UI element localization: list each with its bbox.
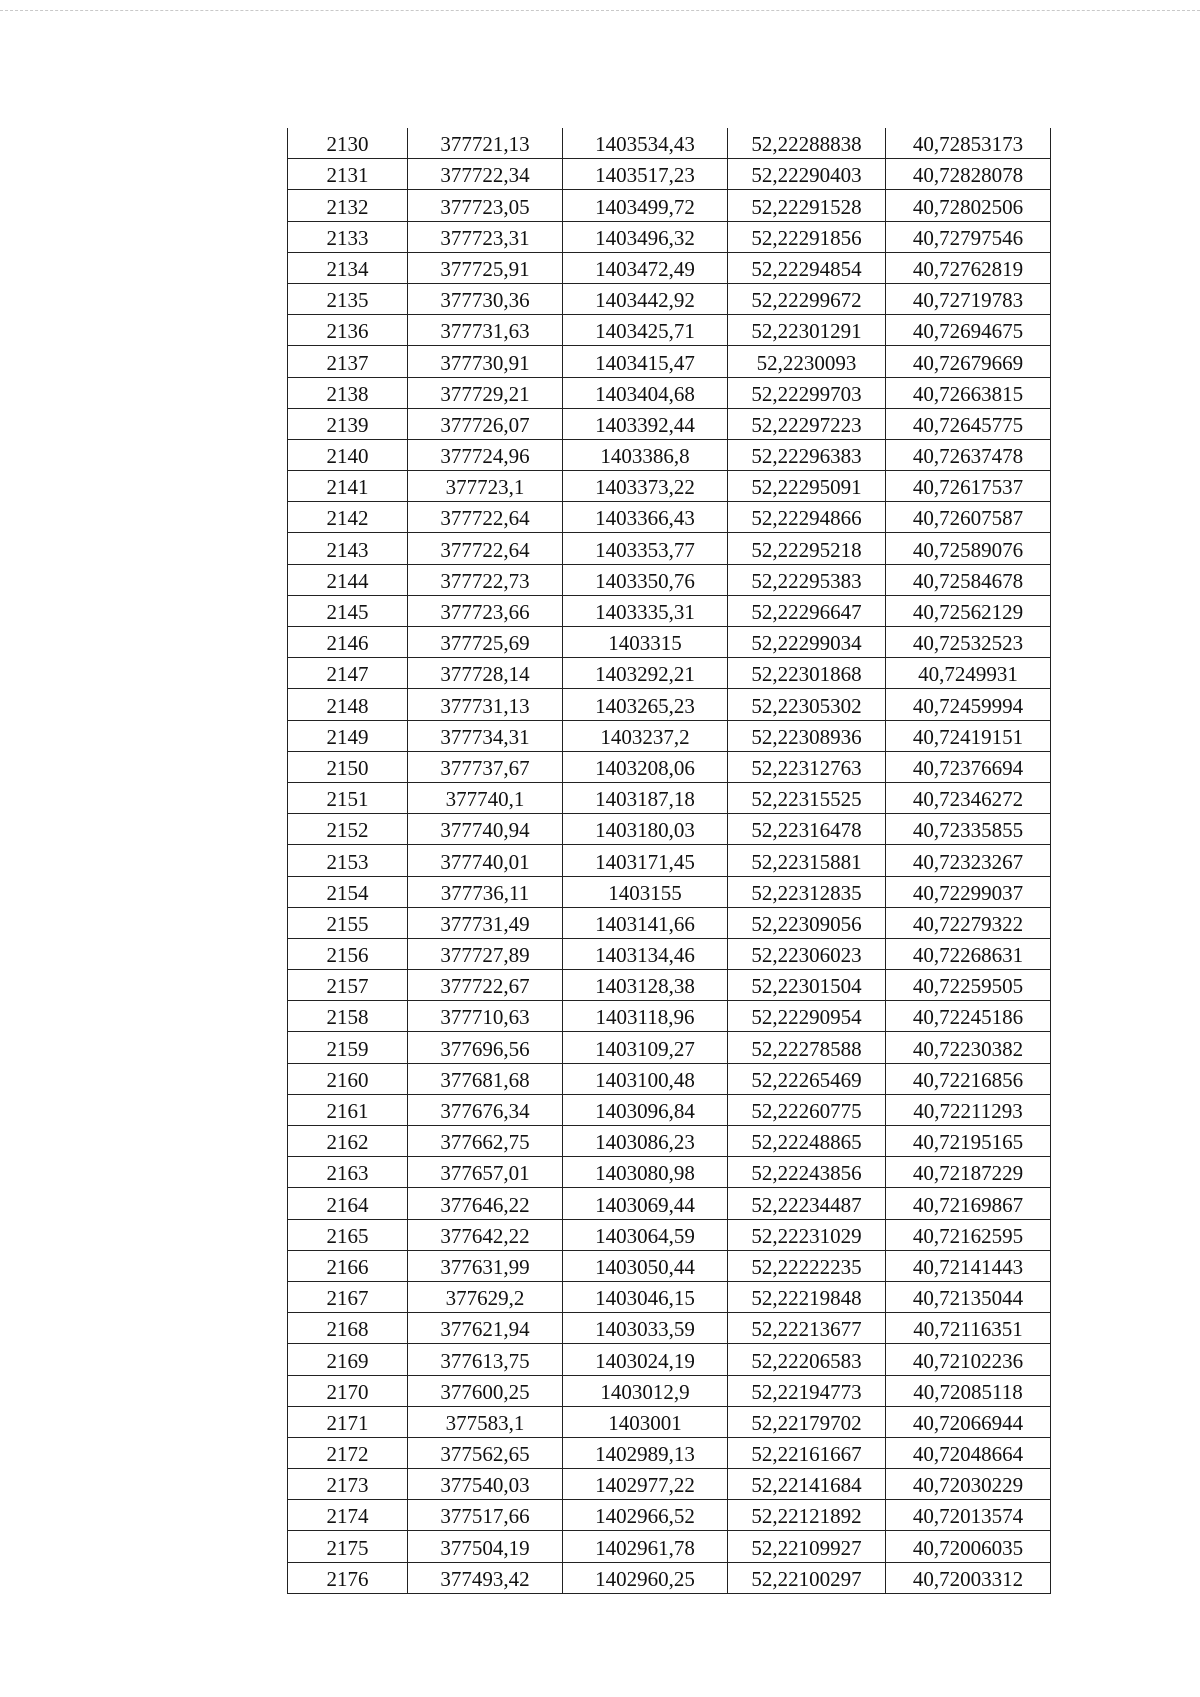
longitude-cell: 40,72030229 [886, 1469, 1051, 1500]
longitude-cell: 40,72607587 [886, 502, 1051, 533]
longitude-cell: 40,72169867 [886, 1188, 1051, 1219]
point-number-cell: 2151 [288, 782, 408, 813]
longitude-cell: 40,72828078 [886, 159, 1051, 190]
table-row [288, 1500, 1051, 1531]
y-coordinate-cell: 1403366,43 [563, 502, 728, 533]
y-coordinate-cell: 1403404,68 [563, 377, 728, 408]
point-number-cell: 2165 [288, 1219, 408, 1250]
x-coordinate-cell: 377600,25 [408, 1375, 563, 1406]
y-coordinate-cell: 1403100,48 [563, 1063, 728, 1094]
table-row [288, 814, 1051, 845]
y-coordinate-cell: 1403517,23 [563, 159, 728, 190]
latitude-cell: 52,22260775 [728, 1094, 886, 1125]
y-coordinate-cell: 1403335,31 [563, 595, 728, 626]
longitude-cell: 40,72135044 [886, 1281, 1051, 1312]
table-row [288, 1001, 1051, 1032]
longitude-cell: 40,7249931 [886, 658, 1051, 689]
longitude-cell: 40,72376694 [886, 751, 1051, 782]
longitude-cell: 40,72346272 [886, 782, 1051, 813]
longitude-cell: 40,72299037 [886, 876, 1051, 907]
point-number-cell: 2162 [288, 1126, 408, 1157]
point-number-cell: 2170 [288, 1375, 408, 1406]
y-coordinate-cell: 1403046,15 [563, 1281, 728, 1312]
scan-edge-line [0, 10, 1200, 11]
x-coordinate-cell: 377722,67 [408, 970, 563, 1001]
point-number-cell: 2156 [288, 938, 408, 969]
y-coordinate-cell: 1403386,8 [563, 439, 728, 470]
x-coordinate-cell: 377725,69 [408, 627, 563, 658]
x-coordinate-cell: 377731,13 [408, 689, 563, 720]
longitude-cell: 40,72102236 [886, 1344, 1051, 1375]
latitude-cell: 52,22291528 [728, 190, 886, 221]
y-coordinate-cell: 1403033,59 [563, 1313, 728, 1344]
point-number-cell: 2138 [288, 377, 408, 408]
y-coordinate-cell: 1403187,18 [563, 782, 728, 813]
table-row [288, 1344, 1051, 1375]
y-coordinate-cell: 1403472,49 [563, 252, 728, 283]
x-coordinate-cell: 377722,64 [408, 502, 563, 533]
x-coordinate-cell: 377724,96 [408, 439, 563, 470]
x-coordinate-cell: 377657,01 [408, 1157, 563, 1188]
y-coordinate-cell: 1403292,21 [563, 658, 728, 689]
y-coordinate-cell: 1403024,19 [563, 1344, 728, 1375]
y-coordinate-cell: 1402966,52 [563, 1500, 728, 1531]
y-coordinate-cell: 1403180,03 [563, 814, 728, 845]
table-row [288, 190, 1051, 221]
latitude-cell: 52,22179702 [728, 1406, 886, 1437]
latitude-cell: 52,22213677 [728, 1313, 886, 1344]
point-number-cell: 2152 [288, 814, 408, 845]
point-number-cell: 2154 [288, 876, 408, 907]
y-coordinate-cell: 1403128,38 [563, 970, 728, 1001]
y-coordinate-cell: 1402960,25 [563, 1562, 728, 1593]
latitude-cell: 52,22316478 [728, 814, 886, 845]
longitude-cell: 40,72762819 [886, 252, 1051, 283]
latitude-cell: 52,22306023 [728, 938, 886, 969]
point-number-cell: 2134 [288, 252, 408, 283]
point-number-cell: 2136 [288, 315, 408, 346]
latitude-cell: 52,22295218 [728, 533, 886, 564]
x-coordinate-cell: 377726,07 [408, 408, 563, 439]
point-number-cell: 2171 [288, 1406, 408, 1437]
latitude-cell: 52,22299672 [728, 283, 886, 314]
point-number-cell: 2143 [288, 533, 408, 564]
table-row [288, 252, 1051, 283]
y-coordinate-cell: 1403080,98 [563, 1157, 728, 1188]
x-coordinate-cell: 377710,63 [408, 1001, 563, 1032]
latitude-cell: 52,22121892 [728, 1500, 886, 1531]
table-row [288, 1281, 1051, 1312]
latitude-cell: 52,22219848 [728, 1281, 886, 1312]
point-number-cell: 2168 [288, 1313, 408, 1344]
table-row [288, 1250, 1051, 1281]
x-coordinate-cell: 377730,36 [408, 283, 563, 314]
x-coordinate-cell: 377676,34 [408, 1094, 563, 1125]
table-row [288, 689, 1051, 720]
longitude-cell: 40,72802506 [886, 190, 1051, 221]
table-row [288, 377, 1051, 408]
x-coordinate-cell: 377731,63 [408, 315, 563, 346]
y-coordinate-cell: 1403237,2 [563, 720, 728, 751]
point-number-cell: 2155 [288, 907, 408, 938]
longitude-cell: 40,72589076 [886, 533, 1051, 564]
y-coordinate-cell: 1402977,22 [563, 1469, 728, 1500]
table-row [288, 658, 1051, 689]
point-number-cell: 2145 [288, 595, 408, 626]
x-coordinate-cell: 377740,01 [408, 845, 563, 876]
latitude-cell: 52,22243856 [728, 1157, 886, 1188]
latitude-cell: 52,22231029 [728, 1219, 886, 1250]
y-coordinate-cell: 1403415,47 [563, 346, 728, 377]
x-coordinate-cell: 377725,91 [408, 252, 563, 283]
longitude-cell: 40,72048664 [886, 1437, 1051, 1468]
y-coordinate-cell: 1402989,13 [563, 1437, 728, 1468]
y-coordinate-cell: 1402961,78 [563, 1531, 728, 1562]
x-coordinate-cell: 377642,22 [408, 1219, 563, 1250]
point-number-cell: 2149 [288, 720, 408, 751]
table-row [288, 1531, 1051, 1562]
x-coordinate-cell: 377734,31 [408, 720, 563, 751]
table-row [288, 1406, 1051, 1437]
point-number-cell: 2163 [288, 1157, 408, 1188]
latitude-cell: 52,22141684 [728, 1469, 886, 1500]
table-row [288, 471, 1051, 502]
x-coordinate-cell: 377736,11 [408, 876, 563, 907]
table-row [288, 1126, 1051, 1157]
coordinates-table [287, 128, 1051, 1594]
longitude-cell: 40,72323267 [886, 845, 1051, 876]
latitude-cell: 52,22301291 [728, 315, 886, 346]
latitude-cell: 52,22305302 [728, 689, 886, 720]
longitude-cell: 40,72195165 [886, 1126, 1051, 1157]
y-coordinate-cell: 1403315 [563, 627, 728, 658]
y-coordinate-cell: 1403069,44 [563, 1188, 728, 1219]
point-number-cell: 2140 [288, 439, 408, 470]
y-coordinate-cell: 1403392,44 [563, 408, 728, 439]
table-row [288, 627, 1051, 658]
longitude-cell: 40,72187229 [886, 1157, 1051, 1188]
y-coordinate-cell: 1403534,43 [563, 128, 728, 159]
y-coordinate-cell: 1403118,96 [563, 1001, 728, 1032]
x-coordinate-cell: 377621,94 [408, 1313, 563, 1344]
table-row [288, 533, 1051, 564]
y-coordinate-cell: 1403373,22 [563, 471, 728, 502]
y-coordinate-cell: 1403265,23 [563, 689, 728, 720]
x-coordinate-cell: 377722,73 [408, 564, 563, 595]
latitude-cell: 52,22301868 [728, 658, 886, 689]
x-coordinate-cell: 377613,75 [408, 1344, 563, 1375]
point-number-cell: 2169 [288, 1344, 408, 1375]
latitude-cell: 52,22296647 [728, 595, 886, 626]
y-coordinate-cell: 1403001 [563, 1406, 728, 1437]
point-number-cell: 2146 [288, 627, 408, 658]
longitude-cell: 40,72141443 [886, 1250, 1051, 1281]
x-coordinate-cell: 377729,21 [408, 377, 563, 408]
x-coordinate-cell: 377493,42 [408, 1562, 563, 1593]
longitude-cell: 40,72679669 [886, 346, 1051, 377]
point-number-cell: 2164 [288, 1188, 408, 1219]
point-number-cell: 2137 [288, 346, 408, 377]
latitude-cell: 52,22294854 [728, 252, 886, 283]
latitude-cell: 52,22100297 [728, 1562, 886, 1593]
point-number-cell: 2167 [288, 1281, 408, 1312]
latitude-cell: 52,22308936 [728, 720, 886, 751]
point-number-cell: 2130 [288, 128, 408, 159]
point-number-cell: 2175 [288, 1531, 408, 1562]
y-coordinate-cell: 1403109,27 [563, 1032, 728, 1063]
longitude-cell: 40,72663815 [886, 377, 1051, 408]
latitude-cell: 52,22288838 [728, 128, 886, 159]
point-number-cell: 2132 [288, 190, 408, 221]
x-coordinate-cell: 377662,75 [408, 1126, 563, 1157]
latitude-cell: 52,22309056 [728, 907, 886, 938]
x-coordinate-cell: 377631,99 [408, 1250, 563, 1281]
x-coordinate-cell: 377722,64 [408, 533, 563, 564]
x-coordinate-cell: 377721,13 [408, 128, 563, 159]
latitude-cell: 52,22299034 [728, 627, 886, 658]
longitude-cell: 40,72584678 [886, 564, 1051, 595]
point-number-cell: 2176 [288, 1562, 408, 1593]
y-coordinate-cell: 1403442,92 [563, 283, 728, 314]
point-number-cell: 2153 [288, 845, 408, 876]
point-number-cell: 2172 [288, 1437, 408, 1468]
table-row [288, 502, 1051, 533]
latitude-cell: 52,22109927 [728, 1531, 886, 1562]
point-number-cell: 2173 [288, 1469, 408, 1500]
latitude-cell: 52,22299703 [728, 377, 886, 408]
table-row [288, 1094, 1051, 1125]
point-number-cell: 2133 [288, 221, 408, 252]
table-row [288, 315, 1051, 346]
table-row [288, 845, 1051, 876]
table-row [288, 221, 1051, 252]
x-coordinate-cell: 377731,49 [408, 907, 563, 938]
latitude-cell: 52,22315525 [728, 782, 886, 813]
x-coordinate-cell: 377723,31 [408, 221, 563, 252]
y-coordinate-cell: 1403353,77 [563, 533, 728, 564]
point-number-cell: 2166 [288, 1250, 408, 1281]
table-row [288, 159, 1051, 190]
longitude-cell: 40,72532523 [886, 627, 1051, 658]
x-coordinate-cell: 377722,34 [408, 159, 563, 190]
latitude-cell: 52,22222235 [728, 1250, 886, 1281]
latitude-cell: 52,22294866 [728, 502, 886, 533]
latitude-cell: 52,22295383 [728, 564, 886, 595]
table-row [288, 876, 1051, 907]
latitude-cell: 52,22315881 [728, 845, 886, 876]
coordinates-table-body [288, 128, 1051, 1593]
longitude-cell: 40,72013574 [886, 1500, 1051, 1531]
longitude-cell: 40,72279322 [886, 907, 1051, 938]
point-number-cell: 2144 [288, 564, 408, 595]
point-number-cell: 2142 [288, 502, 408, 533]
x-coordinate-cell: 377583,1 [408, 1406, 563, 1437]
table-row [288, 439, 1051, 470]
point-number-cell: 2135 [288, 283, 408, 314]
latitude-cell: 52,22161667 [728, 1437, 886, 1468]
latitude-cell: 52,22312835 [728, 876, 886, 907]
y-coordinate-cell: 1403096,84 [563, 1094, 728, 1125]
latitude-cell: 52,22290954 [728, 1001, 886, 1032]
table-row [288, 1188, 1051, 1219]
longitude-cell: 40,72003312 [886, 1562, 1051, 1593]
latitude-cell: 52,22296383 [728, 439, 886, 470]
x-coordinate-cell: 377517,66 [408, 1500, 563, 1531]
longitude-cell: 40,72245186 [886, 1001, 1051, 1032]
table-row [288, 283, 1051, 314]
latitude-cell: 52,22194773 [728, 1375, 886, 1406]
point-number-cell: 2161 [288, 1094, 408, 1125]
point-number-cell: 2141 [288, 471, 408, 502]
table-row [288, 408, 1051, 439]
latitude-cell: 52,22295091 [728, 471, 886, 502]
longitude-cell: 40,72116351 [886, 1313, 1051, 1344]
longitude-cell: 40,72268631 [886, 938, 1051, 969]
latitude-cell: 52,22265469 [728, 1063, 886, 1094]
longitude-cell: 40,72853173 [886, 128, 1051, 159]
longitude-cell: 40,72162595 [886, 1219, 1051, 1250]
table-row [288, 1063, 1051, 1094]
longitude-cell: 40,72637478 [886, 439, 1051, 470]
longitude-cell: 40,72797546 [886, 221, 1051, 252]
point-number-cell: 2148 [288, 689, 408, 720]
longitude-cell: 40,72419151 [886, 720, 1051, 751]
table-row [288, 1437, 1051, 1468]
y-coordinate-cell: 1403086,23 [563, 1126, 728, 1157]
table-row [288, 1469, 1051, 1500]
x-coordinate-cell: 377727,89 [408, 938, 563, 969]
point-number-cell: 2160 [288, 1063, 408, 1094]
table-row [288, 595, 1051, 626]
longitude-cell: 40,72617537 [886, 471, 1051, 502]
longitude-cell: 40,72230382 [886, 1032, 1051, 1063]
point-number-cell: 2150 [288, 751, 408, 782]
x-coordinate-cell: 377629,2 [408, 1281, 563, 1312]
table-row [288, 907, 1051, 938]
x-coordinate-cell: 377723,66 [408, 595, 563, 626]
latitude-cell: 52,22206583 [728, 1344, 886, 1375]
table-row [288, 346, 1051, 377]
latitude-cell: 52,22297223 [728, 408, 886, 439]
y-coordinate-cell: 1403350,76 [563, 564, 728, 595]
latitude-cell: 52,22278588 [728, 1032, 886, 1063]
table-row [288, 938, 1051, 969]
point-number-cell: 2131 [288, 159, 408, 190]
table-row [288, 970, 1051, 1001]
x-coordinate-cell: 377540,03 [408, 1469, 563, 1500]
longitude-cell: 40,72066944 [886, 1406, 1051, 1437]
table-row [288, 751, 1051, 782]
x-coordinate-cell: 377730,91 [408, 346, 563, 377]
latitude-cell: 52,22248865 [728, 1126, 886, 1157]
longitude-cell: 40,72259505 [886, 970, 1051, 1001]
latitude-cell: 52,22301504 [728, 970, 886, 1001]
x-coordinate-cell: 377723,1 [408, 471, 563, 502]
y-coordinate-cell: 1403141,66 [563, 907, 728, 938]
longitude-cell: 40,72562129 [886, 595, 1051, 626]
x-coordinate-cell: 377696,56 [408, 1032, 563, 1063]
y-coordinate-cell: 1403050,44 [563, 1250, 728, 1281]
latitude-cell: 52,22290403 [728, 159, 886, 190]
x-coordinate-cell: 377504,19 [408, 1531, 563, 1562]
table-row [288, 720, 1051, 751]
y-coordinate-cell: 1403496,32 [563, 221, 728, 252]
y-coordinate-cell: 1403134,46 [563, 938, 728, 969]
x-coordinate-cell: 377681,68 [408, 1063, 563, 1094]
table-row [288, 128, 1051, 159]
point-number-cell: 2159 [288, 1032, 408, 1063]
table-row [288, 1219, 1051, 1250]
x-coordinate-cell: 377728,14 [408, 658, 563, 689]
latitude-cell: 52,22234487 [728, 1188, 886, 1219]
x-coordinate-cell: 377740,1 [408, 782, 563, 813]
x-coordinate-cell: 377646,22 [408, 1188, 563, 1219]
point-number-cell: 2158 [288, 1001, 408, 1032]
y-coordinate-cell: 1403012,9 [563, 1375, 728, 1406]
latitude-cell: 52,2230093 [728, 346, 886, 377]
latitude-cell: 52,22291856 [728, 221, 886, 252]
table-row [288, 1375, 1051, 1406]
longitude-cell: 40,72216856 [886, 1063, 1051, 1094]
table-row [288, 782, 1051, 813]
longitude-cell: 40,72006035 [886, 1531, 1051, 1562]
y-coordinate-cell: 1403499,72 [563, 190, 728, 221]
point-number-cell: 2174 [288, 1500, 408, 1531]
x-coordinate-cell: 377723,05 [408, 190, 563, 221]
longitude-cell: 40,72211293 [886, 1094, 1051, 1125]
table-row [288, 1313, 1051, 1344]
y-coordinate-cell: 1403064,59 [563, 1219, 728, 1250]
x-coordinate-cell: 377562,65 [408, 1437, 563, 1468]
longitude-cell: 40,72085118 [886, 1375, 1051, 1406]
x-coordinate-cell: 377737,67 [408, 751, 563, 782]
longitude-cell: 40,72645775 [886, 408, 1051, 439]
table-row [288, 1562, 1051, 1593]
table-row [288, 1032, 1051, 1063]
y-coordinate-cell: 1403155 [563, 876, 728, 907]
y-coordinate-cell: 1403425,71 [563, 315, 728, 346]
table-row [288, 564, 1051, 595]
longitude-cell: 40,72335855 [886, 814, 1051, 845]
table-row [288, 1157, 1051, 1188]
y-coordinate-cell: 1403208,06 [563, 751, 728, 782]
x-coordinate-cell: 377740,94 [408, 814, 563, 845]
latitude-cell: 52,22312763 [728, 751, 886, 782]
point-number-cell: 2157 [288, 970, 408, 1001]
longitude-cell: 40,72694675 [886, 315, 1051, 346]
longitude-cell: 40,72719783 [886, 283, 1051, 314]
point-number-cell: 2147 [288, 658, 408, 689]
point-number-cell: 2139 [288, 408, 408, 439]
longitude-cell: 40,72459994 [886, 689, 1051, 720]
y-coordinate-cell: 1403171,45 [563, 845, 728, 876]
